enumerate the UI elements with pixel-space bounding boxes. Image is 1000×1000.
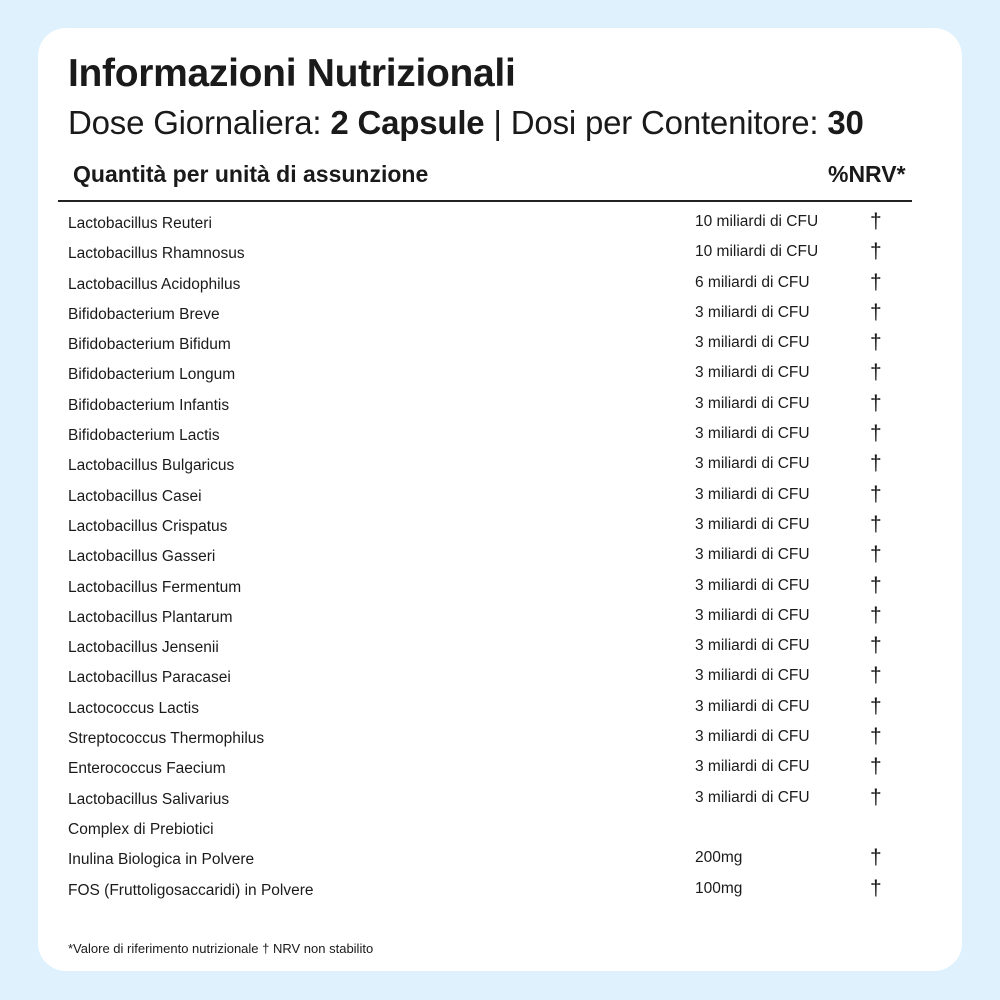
ingredient-row [38,330,962,360]
ingredient-amount: 3 miliardi di CFU [695,455,810,473]
dagger-mark: † [870,240,882,264]
ingredient-name: Lactobacillus Fermentum [68,578,242,596]
ingredient-name: Complex di Prebiotici [68,820,214,838]
dagger-mark: † [870,573,882,597]
ingredient-list [38,209,962,906]
ingredient-row [38,876,962,906]
column-header-quantity: Quantità per unità di assunzione [73,161,429,187]
ingredient-row [38,421,962,451]
ingredient-name: Lactobacillus Gasseri [68,548,216,566]
ingredient-row [38,845,962,875]
label-title: Informazioni Nutrizionali [68,52,516,95]
ingredient-row [38,270,962,300]
ingredient-amount: 3 miliardi di CFU [695,697,810,715]
dagger-mark: † [870,603,882,627]
servings-per-container-value: 30 [827,104,864,141]
ingredient-amount: 3 miliardi di CFU [695,758,810,776]
ingredient-row [38,633,962,663]
ingredient-amount: 3 miliardi di CFU [695,637,810,655]
dagger-mark: † [870,300,882,324]
serving-separator: | [484,104,511,141]
ingredient-row [38,300,962,330]
ingredient-amount: 100mg [695,879,743,897]
dagger-mark: † [870,210,882,233]
dagger-mark: † [870,725,882,749]
ingredient-row [38,482,962,512]
ingredient-row [38,663,962,693]
servings-per-container-label: Dosi per Contenitore: [510,104,828,141]
dagger-mark: † [870,331,882,355]
ingredient-name: Lactobacillus Rhamnosus [68,245,245,263]
dagger-mark: † [870,361,882,385]
ingredient-name: Lactobacillus Bulgaricus [68,457,235,475]
ingredient-row [38,785,962,815]
dagger-mark: † [870,785,882,809]
ingredient-name: Bifidobacterium Breve [68,305,220,323]
ingredient-row [38,754,962,784]
ingredient-name: FOS (Fruttoligosaccaridi) in Polvere [68,881,314,899]
dagger-mark: † [870,422,882,446]
ingredient-amount: 3 miliardi di CFU [695,606,810,624]
ingredient-amount: 3 miliardi di CFU [695,303,810,321]
ingredient-row [38,815,962,845]
ingredient-amount: 3 miliardi di CFU [695,334,810,352]
nutrition-label-card [38,28,962,971]
ingredient-name: Lactobacillus Jensenii [68,639,219,657]
ingredient-name: Lactococcus Lactis [68,699,199,717]
ingredient-row [38,694,962,724]
ingredient-name: Bifidobacterium Longum [68,366,236,384]
ingredient-amount: 6 miliardi di CFU [695,273,810,291]
dagger-mark: † [870,543,882,567]
ingredient-row [38,724,962,754]
ingredient-name: Enterococcus Faecium [68,760,226,778]
ingredient-amount: 3 miliardi di CFU [695,788,810,806]
ingredient-row [38,573,962,603]
footnote: *Valore di riferimento nutrizionale † NRV non stabilito [68,941,374,956]
dagger-mark: † [870,391,882,415]
ingredient-amount: 3 miliardi di CFU [695,546,810,564]
serving-value: 2 Capsule [330,104,485,141]
dagger-mark: † [870,846,882,870]
dagger-mark: † [870,512,882,536]
header-divider [58,200,912,202]
dagger-mark: † [870,634,882,658]
ingredient-name: Lactobacillus Salivarius [68,790,230,808]
ingredient-amount: 3 miliardi di CFU [695,425,810,443]
serving-info [68,104,864,142]
ingredient-amount: 3 miliardi di CFU [695,485,810,503]
ingredient-amount: 3 miliardi di CFU [695,515,810,533]
ingredient-name: Bifidobacterium Bifidum [68,336,231,354]
ingredient-name: Bifidobacterium Infantis [68,396,230,414]
dagger-mark: † [870,270,882,294]
ingredient-row [38,239,962,269]
ingredient-name: Lactobacillus Paracasei [68,669,231,687]
dagger-mark: † [870,755,882,779]
ingredient-name: Bifidobacterium Lactis [68,427,220,445]
column-header-nrv: %NRV* [828,161,906,187]
ingredient-amount: 3 miliardi di CFU [695,364,810,382]
ingredient-amount: 3 miliardi di CFU [695,576,810,594]
ingredient-row [38,603,962,633]
ingredient-row [38,360,962,390]
ingredient-row [38,451,962,481]
dagger-mark: † [870,694,882,718]
dagger-mark: † [870,482,882,506]
ingredient-row [38,542,962,572]
ingredient-name: Lactobacillus Crispatus [68,517,228,535]
ingredient-amount: 3 miliardi di CFU [695,728,810,746]
ingredient-name: Streptococcus Thermophilus [68,730,265,748]
ingredient-row [38,391,962,421]
ingredient-name: Lactobacillus Reuteri [68,215,212,232]
dagger-mark: † [870,664,882,688]
ingredient-amount: 10 miliardi di CFU [695,243,819,261]
ingredient-amount: 3 miliardi di CFU [695,667,810,685]
ingredient-row [38,209,962,239]
ingredient-amount: 3 miliardi di CFU [695,394,810,412]
ingredient-name: Lactobacillus Acidophilus [68,275,241,293]
ingredient-row [38,512,962,542]
ingredient-amount: 10 miliardi di CFU [695,213,819,230]
ingredient-amount: 200mg [695,849,743,867]
serving-label: Dose Giornaliera: [68,104,331,141]
ingredient-name: Inulina Biologica in Polvere [68,851,255,869]
ingredient-name: Lactobacillus Plantarum [68,608,233,626]
dagger-mark: † [870,876,882,900]
dagger-mark: † [870,452,882,476]
ingredient-name: Lactobacillus Casei [68,487,202,505]
